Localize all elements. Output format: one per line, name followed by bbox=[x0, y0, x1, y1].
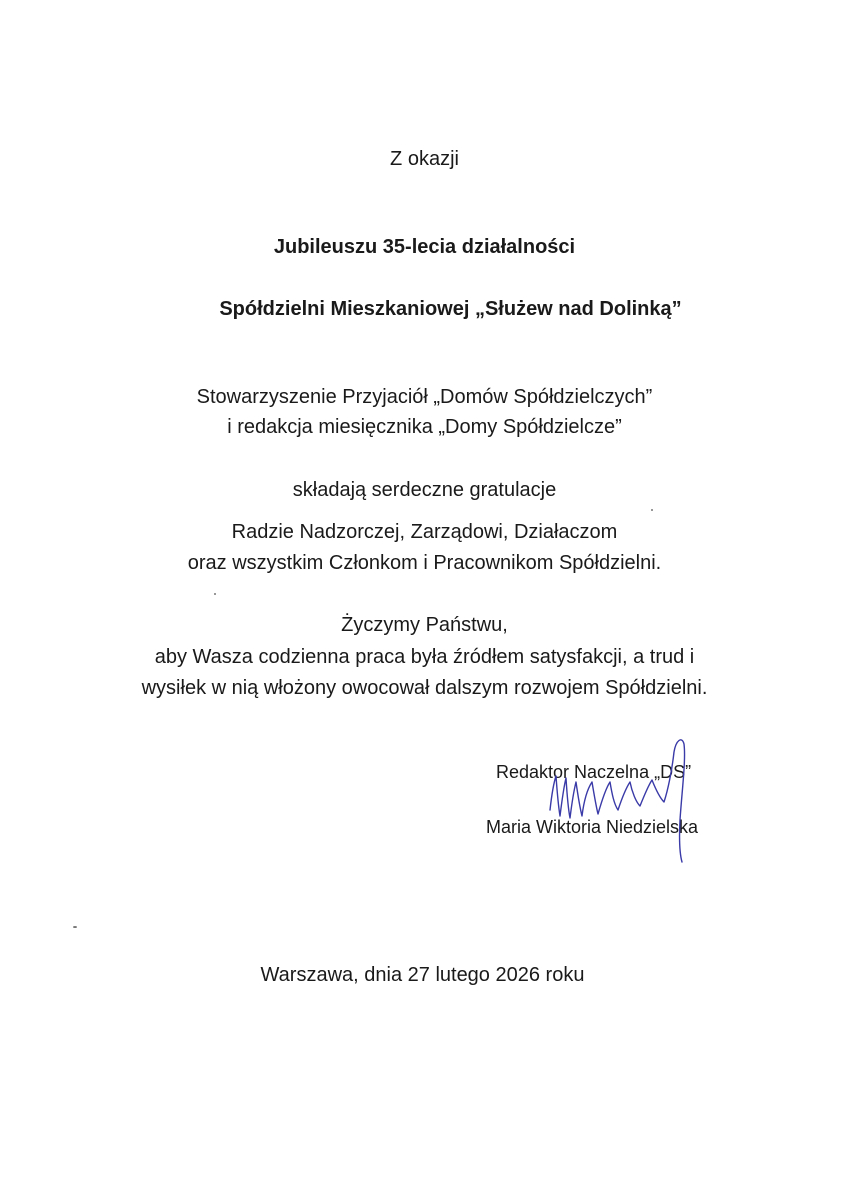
wish-line-3: wysiłek w nią włożony owocował dalszym rozwojem Spółdzielni. bbox=[141, 677, 708, 699]
cooperative-name: Spółdzielni Mieszkaniowej „Służew nad Dolinką” bbox=[219, 298, 682, 320]
sender-line-1: Stowarzyszenie Przyjaciół „Domów Spółdzielczych” bbox=[196, 386, 653, 408]
place-and-date: Warszawa, dnia 27 lutego 2026 roku bbox=[260, 964, 585, 986]
congratulations-line: składają serdeczne gratulacje bbox=[292, 479, 557, 501]
handwritten-signature bbox=[540, 730, 700, 870]
signature-role: Redaktor Naczelna „DS” bbox=[496, 762, 692, 782]
signature-name: Maria Wiktoria Niedzielska bbox=[486, 817, 699, 837]
wish-line-2: aby Wasza codzienna praca była źródłem satysfakcji, a trud i bbox=[154, 646, 695, 668]
wish-line-1: Życzymy Państwu, bbox=[341, 614, 508, 636]
scan-speck bbox=[73, 926, 77, 928]
recipients-line-1: Radzie Nadzorczej, Zarządowi, Działaczom bbox=[231, 521, 618, 543]
sender-line-2: i redakcja miesięcznika „Domy Spółdzielcze” bbox=[227, 416, 622, 438]
scan-speck bbox=[651, 509, 653, 511]
occasion-heading: Z okazji bbox=[390, 148, 459, 170]
recipients-line-2: oraz wszystkim Członkom i Pracownikom Spółdzielni. bbox=[187, 552, 662, 574]
jubilee-title: Jubileuszu 35-lecia działalności bbox=[273, 236, 576, 258]
scan-speck bbox=[214, 593, 216, 595]
